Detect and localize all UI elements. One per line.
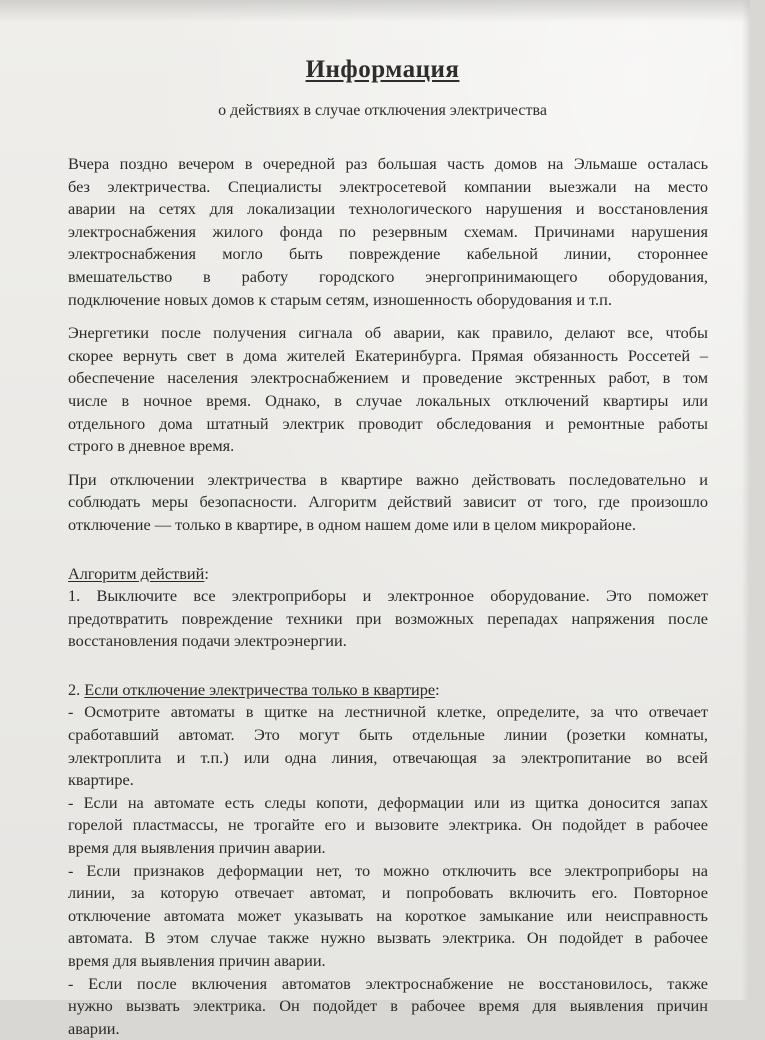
- text-line: - Осмотрите автоматы в щитке на лестничной клетке, определите, за что отвечает: [68, 702, 708, 722]
- intro-paragraph: [68, 153, 708, 311]
- document-body: [68, 153, 708, 1040]
- text-line: При отключении электричества в квартире важно действовать последовательно и: [68, 469, 708, 489]
- text-line: Энергетики после получения сигнала об аварии, как правило, делают все, чтобы: [68, 323, 708, 343]
- text-line: Вчера поздно вечером в очередной раз большая часть домов на Эльмаше осталась: [68, 154, 708, 173]
- page-title: Информация: [305, 56, 460, 83]
- text-line: обеспечение населения электроснабжением и проведение экстренных работ, в том: [68, 368, 708, 388]
- text-line: квартире.: [68, 770, 134, 790]
- text-line: - Если на автомате есть следы копоти, деформации или из щитка доносится запах: [68, 792, 708, 812]
- text-line: аварии.: [68, 1018, 120, 1038]
- text-line: горелой пластмассы, не трогайте его и вызовите электрика. Он подойдет в рабочее: [68, 815, 708, 835]
- text-line: скорее вернуть свет в дома жителей Екатеринбурга. Прямая обязанность Россетей –: [68, 345, 708, 365]
- text-line: отдельного дома штатный электрик проводит обследования и ремонтные работы: [68, 413, 708, 433]
- algorithm-section: [68, 563, 708, 653]
- text-line: нужно вызвать электрика. Он подойдет в рабочее время для выявления причин: [68, 996, 708, 1016]
- text-line: время для выявления причин аварии.: [68, 951, 326, 970]
- text-line: аварии на сетях для локализации технологического нарушения и восстановления: [68, 199, 708, 219]
- text-line: отключение автомата может указывать на короткое замыкание или неисправность: [68, 905, 708, 925]
- step2-number: 2.: [68, 679, 85, 699]
- text-line: электроснабжения могло быть повреждение кабельной линии, стороннее: [68, 244, 708, 264]
- text-line: числе в ночное время. Однако, в случае локальных отключений квартиры или: [68, 390, 708, 410]
- text-line: восстановления подачи электроэнергии.: [68, 631, 347, 651]
- text-line: время для выявления причин аварии.: [68, 838, 326, 858]
- text-line: 1. Выключите все электроприборы и электронное оборудование. Это поможет: [68, 586, 708, 606]
- heading-colon: :: [435, 679, 440, 699]
- text-line: вмешательство в работу городского энергопринимающего оборудования,: [68, 266, 708, 286]
- step2-section: [68, 679, 708, 1040]
- step2-heading-line: [68, 679, 708, 702]
- text-line: электроснабжения жилого фонда по резервным схемам. Причинами нарушения: [68, 221, 708, 241]
- text-line: соблюдать меры безопасности. Алгоритм действий зависит от того, где произошло: [68, 492, 708, 512]
- text-line: электроплита и т.п.) или одна линия, отвечающая за электропитание во всей: [68, 747, 708, 767]
- text-line: отключение — только в квартире, в одном нашем доме или в целом микрорайоне.: [68, 514, 636, 534]
- text-line: сработавший автомат. Это могут быть отдельные линии (розетки комнаты,: [68, 725, 708, 745]
- heading-colon: :: [204, 563, 209, 583]
- page-edge-shadow-right: [742, 0, 750, 1000]
- algorithm-heading-line: [68, 563, 708, 586]
- text-line: линии, за которую отвечает автомат, и попробовать включить его. Повторное: [68, 883, 708, 903]
- text-line: - Если после включения автоматов электроснабжение не восстановилось, также: [68, 973, 708, 993]
- text-line: подключение новых домов к старым сетям, изношенность оборудования и т.п.: [68, 289, 612, 309]
- safety-paragraph: [68, 469, 708, 537]
- text-line: без электричества. Специалисты электросетевой компании выезжали на место: [68, 176, 708, 196]
- energy-paragraph: [68, 322, 708, 458]
- text-line: автомата. В этом случае также нужно вызвать электрика. Он подойдет в рабочее: [68, 928, 708, 948]
- page-subtitle: о действиях в случае отключения электричества: [218, 102, 547, 119]
- page-edge-shadow: [0, 0, 750, 22]
- algorithm-heading: Алгоритм действий: [68, 563, 205, 583]
- step2-heading: Если отключение электричества только в квартире: [84, 679, 436, 699]
- text-line: строго в дневное время.: [68, 436, 235, 456]
- text-line: предотвратить повреждение техники при возможных перепадах напряжения после: [68, 608, 708, 628]
- text-line: - Если признаков деформации нет, то можно отключить все электроприборы на: [68, 860, 708, 880]
